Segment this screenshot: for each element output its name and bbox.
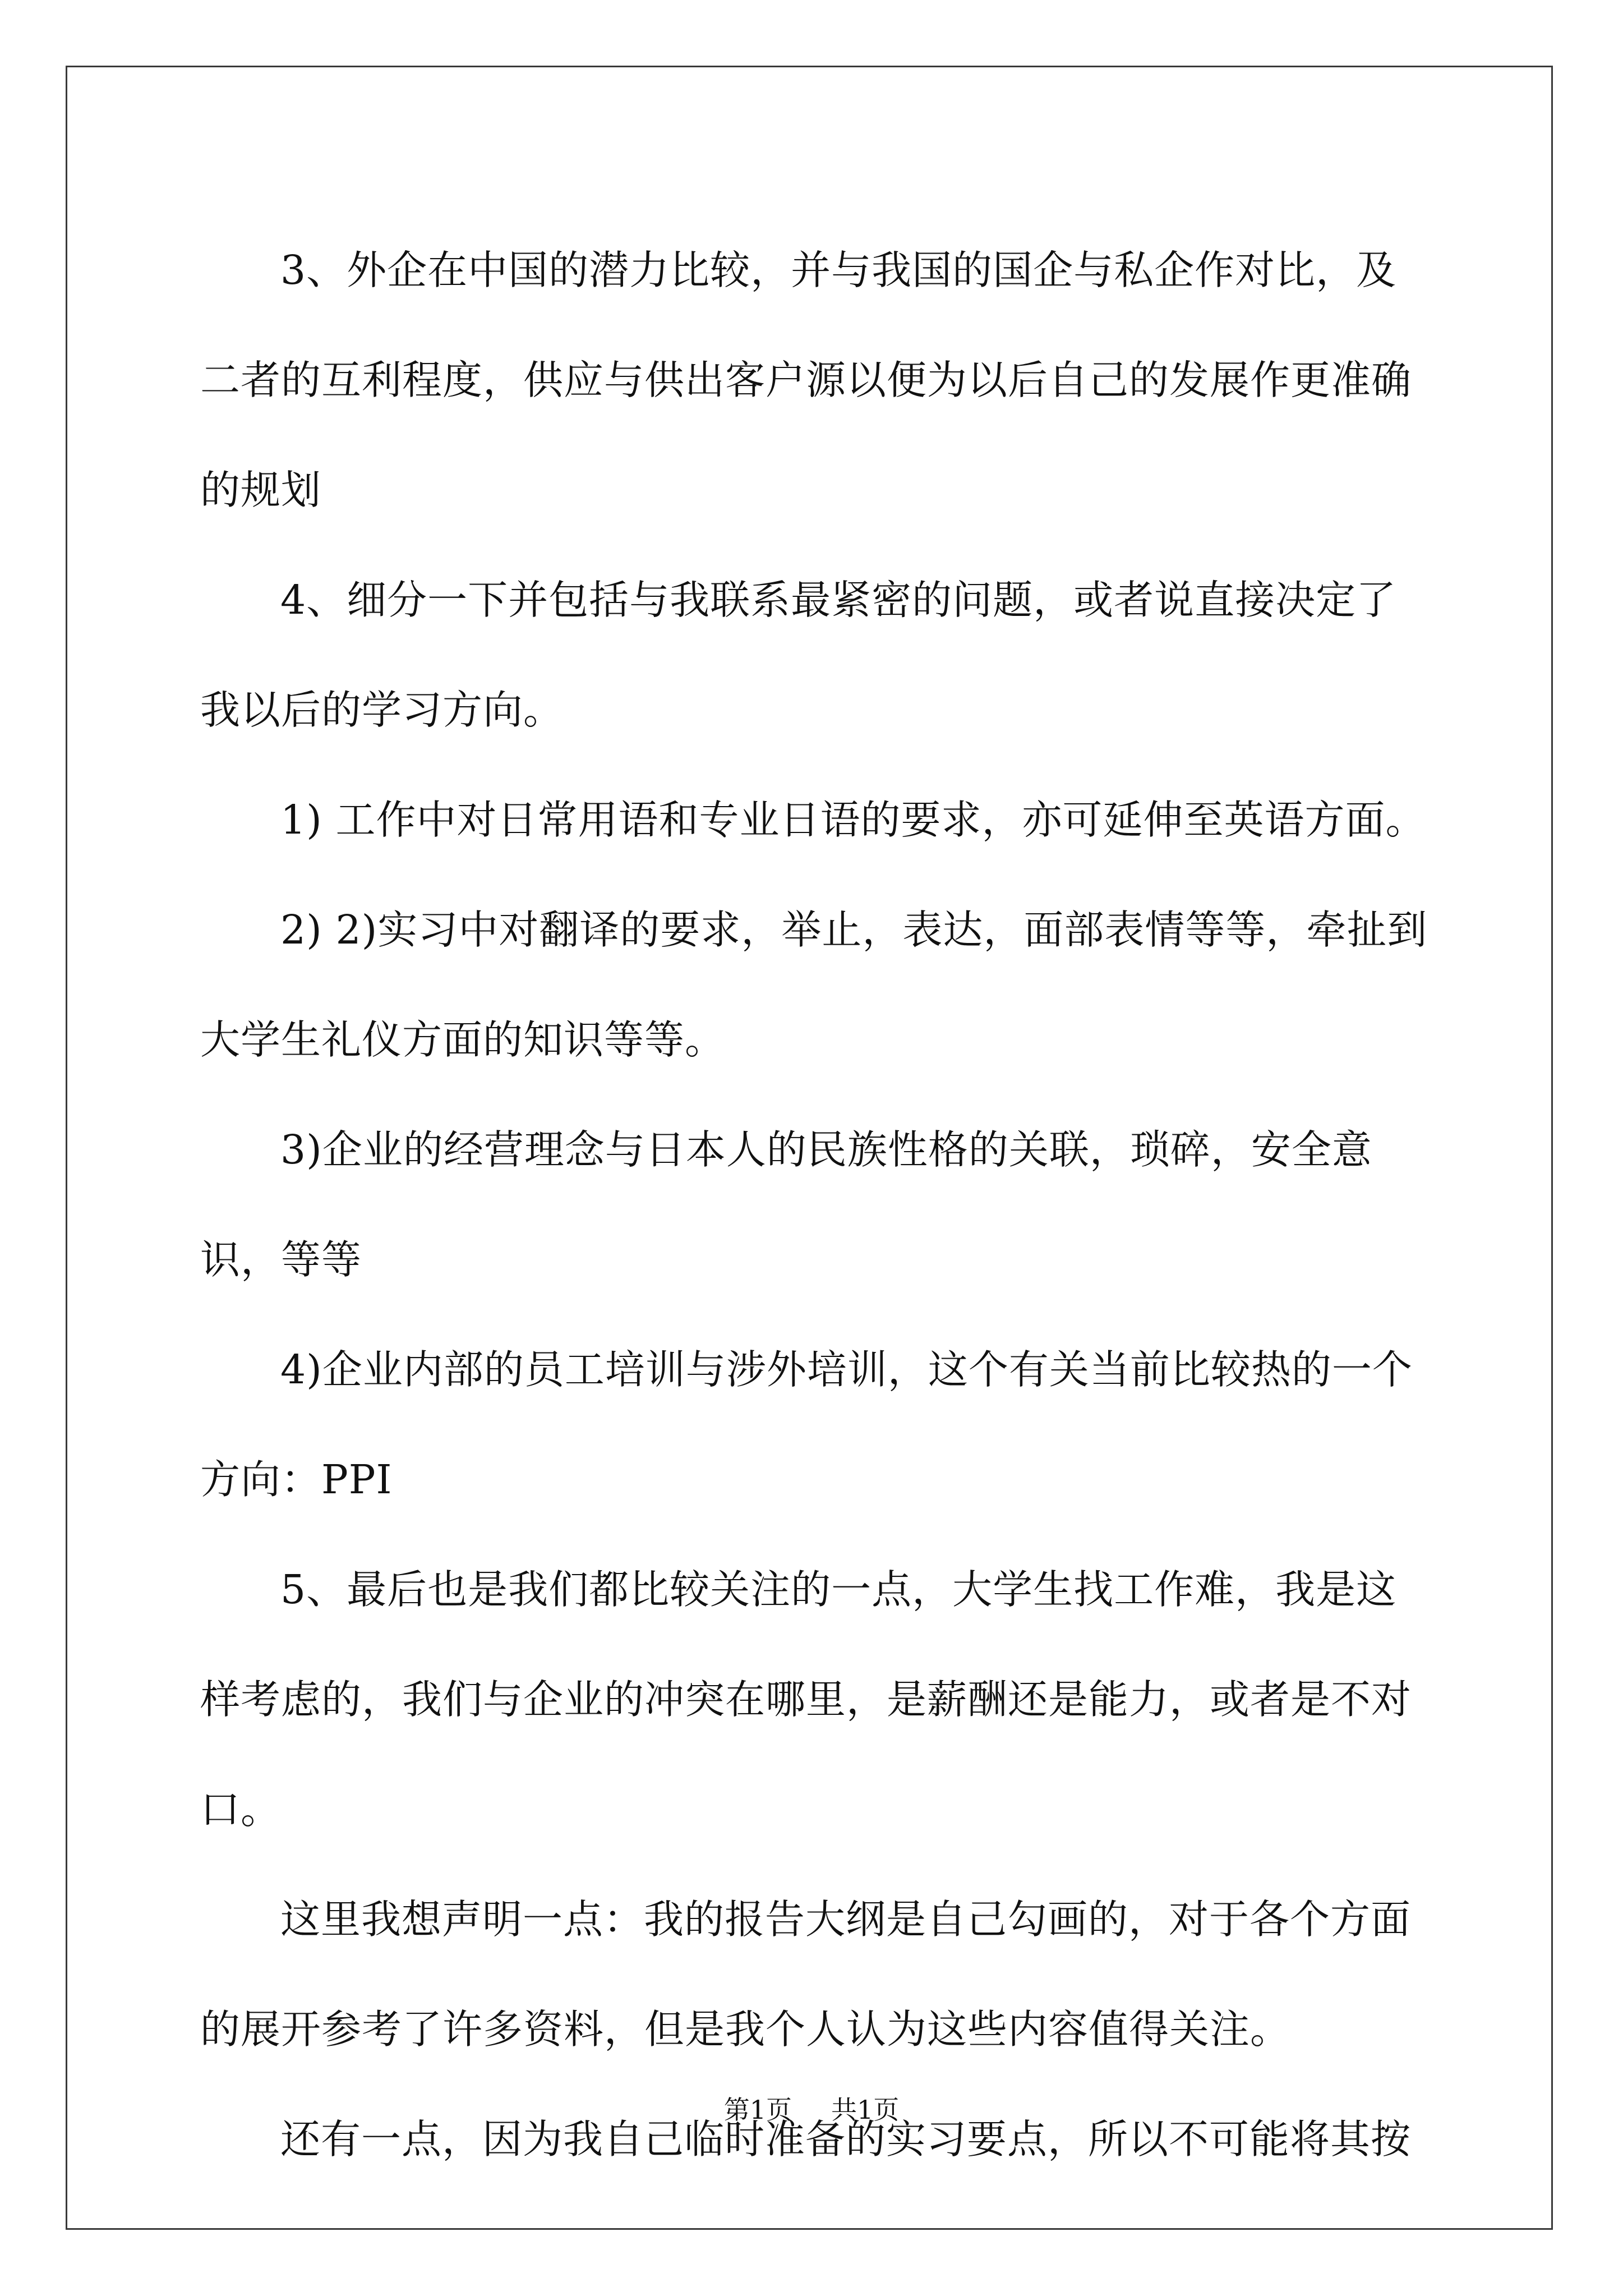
- paragraph-4: 2) 2)实习中对翻译的要求，举止，表达，面部表情等等，牵扯到大学生礼仪方面的知识等等。: [200, 907, 1428, 1063]
- document-body: [200, 215, 1428, 2194]
- paragraph-7: 5、最后也是我们都比较关注的一点，大学生找工作难，我是这样考虑的，我们与企业的冲突在哪里，是薪酬还是能力，或者是不对口。: [200, 1566, 1412, 1833]
- paragraph-6: 4)企业内部的员工培训与涉外培训，这个有关当前比较热的一个方向：PPI: [200, 1346, 1413, 1503]
- paragraph-1: 3、外企在中国的潜力比较，并与我国的国企与私企作对比，及二者的互利程度，供应与供出客户源以便为以后自己的发展作更准确的规划: [200, 247, 1412, 513]
- paragraph-5: 3)企业的经营理念与日本人的民族性格的关联，琐碎，安全意识，等等: [200, 1126, 1372, 1283]
- paragraph-3: 1) 工作中对日常用语和专业日语的要求，亦可延伸至英语方面。: [280, 797, 1426, 843]
- page-total: 共1页: [831, 2095, 900, 2125]
- page-number: 第1页: [723, 2095, 792, 2125]
- paragraph-2: 4、细分一下并包括与我联系最紧密的问题，或者说直接决定了我以后的学习方向。: [200, 577, 1397, 733]
- page-footer: [0, 2090, 1623, 2127]
- paragraph-9: 还有一点，因为我自己临时准备的实习要点，所以不可能将其按: [280, 2116, 1412, 2162]
- paragraph-8: 这里我想声明一点：我的报告大纲是自己勾画的，对于各个方面的展开参考了许多资料，但是我个人认为这些内容值得关注。: [200, 1896, 1412, 2053]
